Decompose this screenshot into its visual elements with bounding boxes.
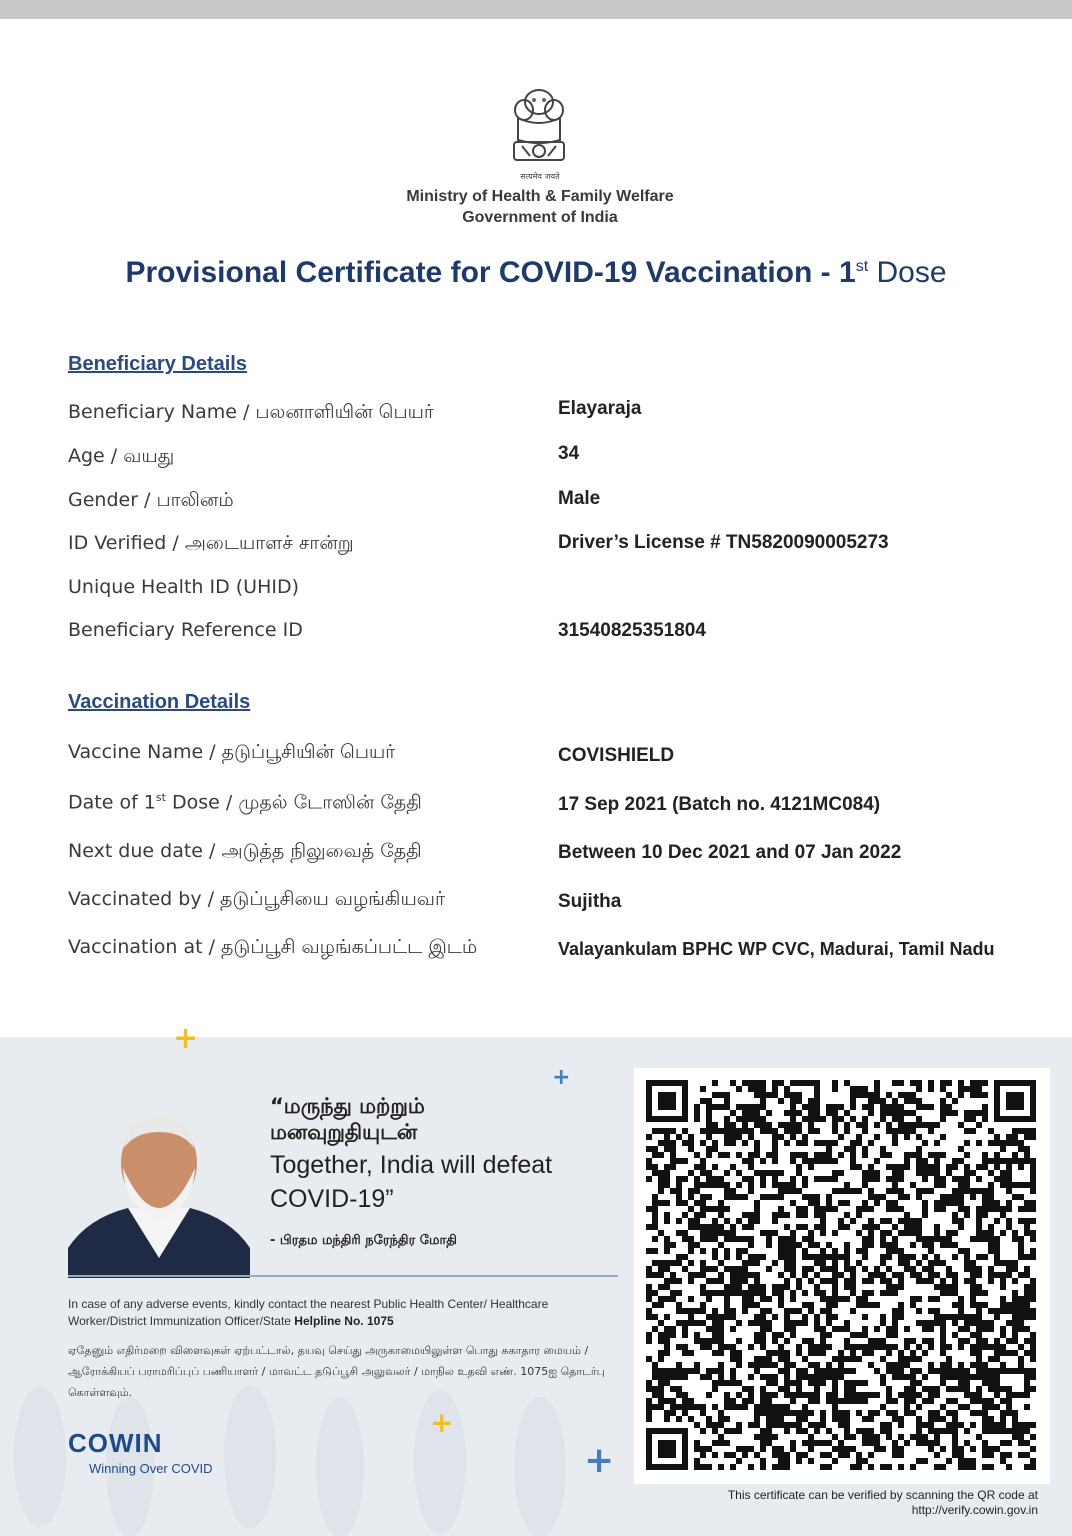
next-due-date-label: Next due date / அடுத்த நிலுவைத் தேதி bbox=[68, 840, 422, 862]
cowin-logo: COWIN bbox=[68, 1428, 163, 1458]
age-label: Age / வயது bbox=[68, 445, 175, 467]
adverse-events-notice-tamil: ஏதேனும் எதிர்மறை விளைவுகள் ஏற்பட்டால், தயவு செய்து அருகாமையிலுள்ள பொது சுகாதார மையம் / ஆரோக்கியப் பராமரிப்புப் பணியாளர் / மாவட்ட தடுப்பூசி அலுவலர் / மாநில உதவி எண். 1075ஐ தொடர்பு கொள்ளவும். bbox=[68, 1344, 605, 1399]
adverse-events-notice bbox=[68, 1296, 608, 1330]
emblem-motto: सत्यमेव जयते bbox=[520, 172, 560, 181]
vaccinated-by-value: Sujitha bbox=[558, 891, 622, 912]
uhid-label: Unique Health ID (UHID) bbox=[68, 576, 300, 598]
first-dose-date-value: 17 Sep 2021 (Batch no. 4121MC084) bbox=[558, 794, 881, 815]
verification-qr-code[interactable] bbox=[634, 1068, 1050, 1484]
qr-code-icon bbox=[634, 1068, 1050, 1484]
top-bar bbox=[0, 0, 1072, 19]
dose-label-pre: Date of 1 bbox=[68, 791, 156, 814]
vaccinated-by-label: Vaccinated by / தடுப்பூசியை வழங்கியவர் bbox=[68, 888, 445, 910]
gender-value: Male bbox=[558, 488, 601, 509]
ministry-line: Ministry of Health & Family Welfare bbox=[406, 188, 674, 205]
id-verified-value: Driver’s License # TN5820090005273 bbox=[558, 532, 889, 553]
beneficiary-name-label: Beneficiary Name / பலனாளியின் பெயர் bbox=[68, 401, 434, 423]
gender-label: Gender / பாலினம் bbox=[68, 489, 234, 511]
vaccine-name-label: Vaccine Name / தடுப்பூசியின் பெயர் bbox=[68, 741, 396, 763]
reference-id-label: Beneficiary Reference ID bbox=[68, 619, 303, 641]
plus-decoration-icon: + bbox=[430, 1406, 454, 1439]
quote-tamil-line: “மருந்து மற்றும் bbox=[270, 1094, 425, 1118]
adverse-text: In case of any adverse events, kindly contact the nearest Public Health Center/ Healthcare Worker/District Immunization Officer/State bbox=[68, 1297, 549, 1328]
quote-attribution: - பிரதம மந்திரி நரேந்திர மோதி bbox=[270, 1233, 457, 1248]
vaccination-at-label: Vaccination at / தடுப்பூசி வழங்கப்பட்ட இடம் bbox=[68, 936, 478, 958]
verify-text: This certificate can be verified by scanning the QR code at bbox=[727, 1488, 1038, 1502]
vaccination-details-heading: Vaccination Details bbox=[68, 691, 251, 713]
reference-id-value: 31540825351804 bbox=[558, 620, 706, 641]
government-line: Government of India bbox=[462, 209, 618, 226]
footer-divider bbox=[68, 1275, 618, 1277]
verify-url[interactable]: http://verify.cowin.gov.in bbox=[911, 1503, 1038, 1517]
beneficiary-name-value: Elayaraja bbox=[558, 398, 642, 419]
page-title bbox=[0, 256, 1072, 290]
dose-label-sup: st bbox=[155, 791, 166, 804]
vaccine-name-value: COVISHIELD bbox=[558, 745, 675, 766]
plus-decoration-icon: + bbox=[173, 1021, 199, 1056]
plus-decoration-icon: + bbox=[584, 1440, 615, 1481]
dose-label-post: Dose / முதல் டோஸின் தேதி bbox=[165, 791, 422, 814]
helpline-number: Helpline No. 1075 bbox=[294, 1314, 394, 1328]
national-emblem-icon bbox=[508, 84, 570, 176]
cowin-tagline: Winning Over COVID bbox=[89, 1461, 213, 1476]
next-due-date-value: Between 10 Dec 2021 and 07 Jan 2022 bbox=[558, 842, 902, 863]
first-dose-date-label bbox=[68, 791, 422, 816]
title-sup: st bbox=[855, 258, 869, 275]
id-verified-label: ID Verified / அடையாளச் சான்று bbox=[68, 532, 354, 554]
beneficiary-details-heading: Beneficiary Details bbox=[68, 353, 247, 375]
quote-english: Together, India will defeat COVID-19” bbox=[270, 1151, 553, 1213]
plus-decoration-icon: + bbox=[552, 1065, 571, 1090]
age-value: 34 bbox=[558, 443, 580, 464]
ministry-name bbox=[340, 186, 740, 228]
title-main: Provisional Certificate for COVID-19 Vaccination - 1 bbox=[125, 256, 856, 289]
verification-note bbox=[640, 1488, 1038, 1518]
vaccination-at-value: Valayankulam BPHC WP CVC, Madurai, Tamil Nadu bbox=[558, 939, 995, 959]
title-dose: Dose bbox=[868, 256, 947, 289]
prime-minister-portrait-icon bbox=[68, 1108, 250, 1278]
quote-tamil bbox=[270, 1093, 425, 1145]
quote-tamil-line: மனவுறுதியுடன் bbox=[270, 1120, 418, 1144]
